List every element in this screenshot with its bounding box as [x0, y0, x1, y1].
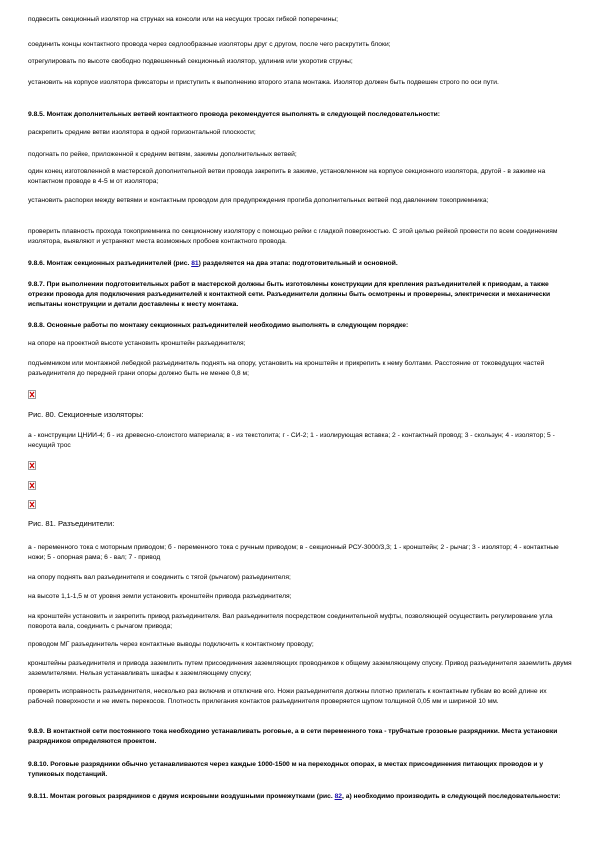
paragraph: подогнать по рейке, приложенной к средним ветвям, зажимы дополнительных ветвей; [28, 151, 297, 158]
paragraph: подъемником или монтажной лебедкой разъединитель поднять на опору, установить на кронштейн и прикрепить к нему болтами. Расстояние от токоведущих частей разъединителя до передней грани опоры должно быть не менее 0,8 м; [28, 360, 545, 377]
figure-caption: Рис. 81. Разъединители: [28, 519, 115, 528]
broken-image-icon [28, 461, 36, 470]
section-heading: 9.8.7. При выполнении подготовительных работ в мастерской должны быть изготовлены конструкции для крепления разъединителей к приводам, а также отрезки провода для подключения разъединителей к контактной сети. Разъединители должны быть осмотрены и проверены, электрически и механически испытаны конструкции и детали доставлены к месту монтажа. [28, 281, 551, 308]
paragraph: один конец изготовленной в мастерской дополнительной ветви провода закрепить в зажиме, установленном на корпусе секционного изолятора, другой - в зажиме на контактном проводе в 4-5 м от изолятора; [28, 168, 546, 185]
broken-image-icon [28, 481, 36, 490]
section-heading: 9.8.8. Основные работы по монтажу секционных разъединителей необходимо выполнять в следующем порядке: [28, 322, 409, 329]
broken-image-icon [28, 390, 36, 399]
paragraph: проверить плавность прохода токоприемника по секционному изолятору с помощью рейки с гладкой поверхностью. С этой целью рейкой провести по всем соединениям изолятора, выявляют и устраняют места возможных пробоев контактного провода. [28, 228, 558, 245]
paragraph: проверить исправность разъединителя, несколько раз включив и отключив его. Ножи разъединителя должны плотно прилегать к контактным губкам во всей длине их рабочей поверхности и не иметь перекосов. Плотность прилегания контактов разъединителя проверяется щупом толщиной 0,05 мм и шириной 10 мм. [28, 688, 547, 705]
paragraph: подвесить секционный изолятор на струнах на консоли или на несущих тросах гибкой поперечины; [28, 16, 338, 23]
paragraph: отрегулировать по высоте свободно подвешенный секционный изолятор, удлинив или укоротив струны; [28, 58, 353, 65]
paragraph: установить распорки между ветвями и контактным проводом для предупреждения прогиба дополнительных ветвей под давлением токоприемника; [28, 197, 489, 204]
paragraph: кронштейны разъединителя и привода заземлить путем присоединения заземляющих проводников к общему заземляющему спуску. Привод разъединителя заземлить двумя заземлителями. Нельзя устанавливать шкафы к заземляющему спуску; [28, 660, 572, 677]
paragraph: на кронштейн установить и закрепить привод разъединителя. Вал разъединителя посредством соединительной муфты, позволяющей осуществить регулирование угла поворота вала, соединить с рычагом привода; [28, 613, 553, 630]
paragraph: проводом МГ разъединитель через контактные выводы подключить к контактному проводу; [28, 641, 314, 648]
paragraph: установить на корпусе изолятора фиксаторы и приступить к выполнению второго этапа монтажа. Изолятор должен быть подвешен строго по оси пути. [28, 79, 499, 86]
figure-legend: а - переменного тока с моторным приводом; б - переменного тока с ручным приводом; в - секционный РСУ-3000/3,3; 1 - кронштейн; 2 - рычаг; 3 - изолятор; 4 - контактные ножи; 5 - опорная рама; 6 - вал; 7 - привод [28, 544, 559, 561]
section-heading: 9.8.5. Монтаж дополнительных ветвей контактного провода рекомендуется выполнять в следующей последовательности: [28, 111, 441, 118]
section-heading: 9.8.9. В контактной сети постоянного тока необходимо устанавливать роговые, а в сети переменного тока - трубчатые грозовые разрядники. Места установки разрядников определяются проектом. [28, 728, 558, 745]
paragraph: раскрепить средние ветви изолятора в одной горизонтальной плоскости; [28, 129, 256, 136]
section-heading: 9.8.10. Роговые разрядники обычно устанавливаются через каждые 1000-1500 м на переходных опорах, в местах присоединения питающих проводов и у тупиковых подстанций. [28, 761, 544, 778]
section-heading: 9.8.6. Монтаж секционных разъединителей (рис. 81) разделяется на два этапа: подготовительный и основной. [28, 260, 398, 267]
paragraph: соединить концы контактного провода через седлообразные изоляторы друг с другом, после чего раскрутить блоки; [28, 41, 391, 48]
figure-81-link[interactable]: 81 [191, 260, 199, 267]
paragraph: на опору поднять вал разъединителя и соединить с тягой (рычагом) разъединителя; [28, 574, 291, 581]
paragraph: на опоре на проектной высоте установить кронштейн разъединителя; [28, 340, 246, 347]
figure-caption: Рис. 80. Секционные изоляторы: [28, 410, 144, 419]
figure-legend: а - конструкции ЦНИИ-4; б - из древесно-слоистого материала; в - из текстолита; г - СИ-2; 1 - изолирующая вставка; 2 - контактный провод; 3 - скользун; 4 - изолятор; 5 - несущий трос [28, 432, 555, 449]
paragraph: на высоте 1,1-1,5 м от уровня земли установить кронштейн привода разъединителя; [28, 593, 292, 600]
broken-image-icon [28, 500, 36, 509]
figure-82-link[interactable]: 82 [334, 793, 343, 800]
section-heading: 9.8.11. Монтаж роговых разрядников с двумя искровыми воздушными промежутками (рис. 82, а) необходимо производить в следующей последовательности: [28, 793, 561, 800]
